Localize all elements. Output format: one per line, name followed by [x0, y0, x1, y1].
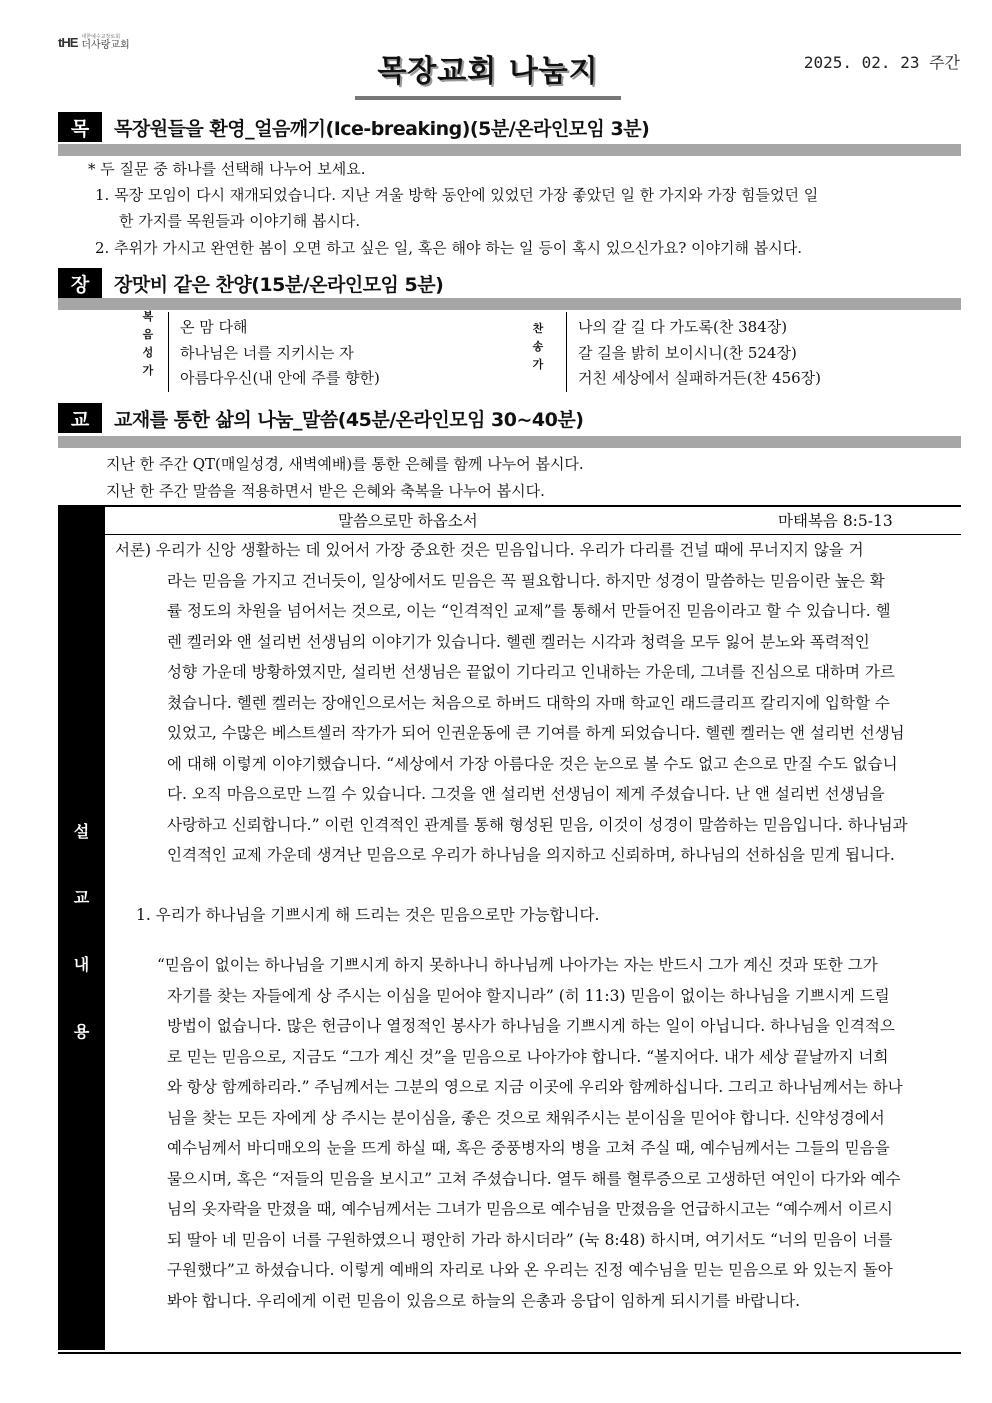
- sermon-point-1: 1. 우리가 하나님을 기쁘시게 해 드리는 것은 믿음으로만 가능합니다.: [136, 906, 600, 924]
- hymn-label: 찬 송 가: [532, 322, 544, 371]
- section-letter: 장: [58, 268, 102, 298]
- section-header-3: [58, 403, 583, 433]
- title-block: [355, 52, 621, 100]
- body-line: 방법이 없습니다. 많은 헌금이나 열정적인 봉사가 하나님을 기쁘시게 하는 일이 아닙니다. 하나님을 인격적으: [167, 1017, 895, 1035]
- intro-line: 사랑하고 신뢰합니다.” 이런 인격적인 관계를 통해 형성된 믿음, 이것이 성경이 말씀하는 믿음입니다. 하나님과: [167, 815, 908, 834]
- section-letter: 교: [58, 403, 102, 433]
- body-line: 봐야 합니다. 우리에게 이런 믿음이 있음으로 하늘의 은총과 응답이 임하게 되시기를 바랍니다.: [167, 1291, 801, 1310]
- body-line: 예수님께서 바디매오의 눈을 뜨게 하실 때, 혹은 중풍병자의 병을 고쳐 주실 때, 예수님께서는 그들의 믿음을: [167, 1139, 890, 1157]
- intro-line: 에 대해 이렇게 이야기했습니다. “세상에서 가장 아름다운 것은 눈으로 볼 수도 없고 손으로 만질 수도 없습니: [167, 754, 898, 773]
- section-letter: 목: [58, 112, 102, 142]
- gospel-song-item: 온 맘 다해: [180, 318, 248, 336]
- section-header-1: [58, 112, 649, 142]
- sermon-side-label: 설 교 내 용: [58, 507, 105, 1350]
- sermon-point-1-body: [157, 950, 962, 1316]
- scripture-reference: 마태복음 8:5-13: [778, 512, 893, 530]
- intro-line: 인격적인 교제 가운데 생겨난 믿음으로 우리가 하나님을 의지하고 신뢰하며, 하나님의 선하심을 믿게 됩니다.: [167, 846, 895, 864]
- praise-list: [142, 310, 950, 392]
- intro-line: 있었고, 수많은 베스트셀러 작가가 되어 인권운동에 큰 기여를 하게 되었습니다. 헬렌 켈러는 앤 설리번 선생님: [167, 724, 905, 742]
- body-line: 되 딸아 네 믿음이 너를 구원하였으니 평안히 가라 하시더라” (눅 8:48) 하시며, 여기서도 “너의 믿음이 너를: [167, 1230, 893, 1249]
- body-line: 물으시며, 혹은 “저들의 믿음을 보시고” 고쳐 주셨습니다. 열두 해를 혈루증으로 고생하던 여인이 다가와 예수: [167, 1169, 901, 1188]
- section-bar: [58, 436, 961, 448]
- section-bar: [58, 298, 961, 310]
- question-1-line-1: 1. 목장 모임이 다시 재개되었습니다. 지난 겨울 방학 동안에 있었던 가장 좋았던 일 한 가지와 가장 힘들었던 일: [95, 186, 819, 204]
- divider: [566, 312, 567, 392]
- section-title: 장맛비 같은 찬양(15분/온라인모임 5분): [114, 273, 444, 296]
- intro-line: 률 정도의 차원을 넘어서는 것으로, 이는 “인격적인 교제”를 통해서 만들어진 믿음이라고 할 수 있습니다. 헬: [167, 602, 891, 620]
- body-line: 구원했다”고 하셨습니다. 이렇게 예배의 자리로 나와 온 우리는 진정 예수님을 믿는 믿음으로 와 있는지 돌아: [167, 1261, 893, 1279]
- divider: [168, 312, 169, 392]
- intro-line: 서론) 우리가 신앙 생활하는 데 있어서 가장 중요한 것은 믿음입니다. 우리가 다리를 건널 때에 무너지지 않을 거: [115, 541, 864, 559]
- sermon-introduction: [115, 535, 960, 871]
- title-underline: [355, 96, 621, 100]
- body-line: 와 항상 함께하리라.” 주님께서는 그분의 영으로 지금 이곳에 우리와 함께하십니다. 그리고 하나님께서는 하나: [167, 1078, 903, 1096]
- intro-line: 라는 믿음을 가지고 건너듯이, 일상에서도 믿음은 꼭 필요합니다. 하지만 성경이 말씀하는 믿음이란 높은 확: [167, 571, 885, 590]
- logo-mark: tHE: [58, 35, 78, 50]
- question-1-line-2: 한 가지를 목원들과 이야기해 봅시다.: [119, 212, 361, 230]
- sharing-prompt-1: 지난 한 주간 QT(매일성경, 새벽예배)를 통한 은혜를 함께 나누어 봅시다.: [106, 455, 584, 473]
- section-title: 교재를 통한 삶의 나눔_말씀(45분/온라인모임 30~40분): [114, 408, 584, 431]
- page-title: 목장교회 나눔지: [377, 54, 599, 89]
- logo-denomination: 대한예수교장로회: [81, 34, 121, 40]
- church-logo: [58, 34, 130, 51]
- hymn-item: 거친 세상에서 실패하거든(찬 456장): [578, 369, 822, 387]
- sharing-prompt-2: 지난 한 주간 말씀을 적용하면서 받은 은혜와 축복을 나누어 봅시다.: [106, 482, 545, 500]
- sermon-title: 말씀으로만 하옵소서: [338, 512, 478, 530]
- section-header-2: [58, 268, 443, 298]
- hymn-item: 갈 길을 밝히 보이시니(찬 524장): [578, 344, 797, 362]
- body-line: 님의 옷자락을 만졌을 때, 예수님께서는 그녀가 믿음으로 예수님을 만졌음을 언급하시고는 “예수께서 이르시: [167, 1200, 893, 1218]
- body-line: 로 믿는 믿음으로, 지금도 “그가 계신 것”을 믿음으로 나아가야 합니다. “볼지어다. 내가 세상 끝날까지 너희: [167, 1047, 889, 1066]
- gospel-song-label: 복 음 성 가: [142, 310, 154, 377]
- intro-line: 쳤습니다. 헬렌 켈러는 장애인으로서는 처음으로 하버드 대학의 자매 학교인 래드클리프 칼리지에 입학할 수: [167, 693, 890, 712]
- section-bar: [58, 144, 961, 156]
- gospel-song-item: 아름다우신(내 안에 주를 향한): [180, 369, 380, 387]
- body-line: “믿음이 없이는 하나님을 기쁘시게 하지 못하나니 하나님께 나아가는 자는 반드시 그가 계신 것과 또한 그가: [157, 956, 878, 974]
- intro-line: 성향 가운데 방황하였지만, 설리번 선생님은 끝없이 기다리고 인내하는 가운데, 그녀를 진심으로 대하며 가르: [167, 663, 895, 681]
- week-date: 2025. 02. 23 주간: [803, 53, 960, 72]
- intro-line: 렌 켈러와 앤 설리번 선생님의 이야기가 있습니다. 헬렌 켈러는 시각과 청력을 모두 잃어 분노와 폭력적인: [167, 632, 870, 651]
- logo-church-name: 더사랑교회: [81, 40, 130, 51]
- question-2: 2. 추위가 가시고 완연한 봄이 오면 하고 싶은 일, 혹은 해야 하는 일 등이 혹시 있으신가요? 이야기해 봅시다.: [95, 239, 803, 257]
- hymn-item: 나의 갈 길 다 가도록(찬 384장): [578, 318, 788, 336]
- intro-line: 다. 오직 마음으로만 느낄 수 있습니다. 그것을 앤 설리번 선생님이 제게 주셨습니다. 난 앤 설리번 선생님을: [167, 785, 885, 803]
- gospel-song-item: 하나님은 너를 지키시는 자: [180, 344, 354, 362]
- body-line: 님을 찾는 모든 자에게 상 주시는 분이심을, 좋은 것으로 채워주시는 분이심을 믿어야 합니다. 신약성경에서: [167, 1108, 885, 1127]
- note-text: * 두 질문 중 하나를 선택해 나누어 보세요.: [88, 160, 366, 178]
- section-title: 목장원들을 환영_얼음깨기(Ice-breaking)(5분/온라인모임 3분): [114, 117, 650, 140]
- body-line: 자기를 찾는 자들에게 상 주시는 이심을 믿어야 할지니라” (히 11:3) 믿음이 없이는 하나님을 기쁘시게 드릴: [167, 986, 890, 1005]
